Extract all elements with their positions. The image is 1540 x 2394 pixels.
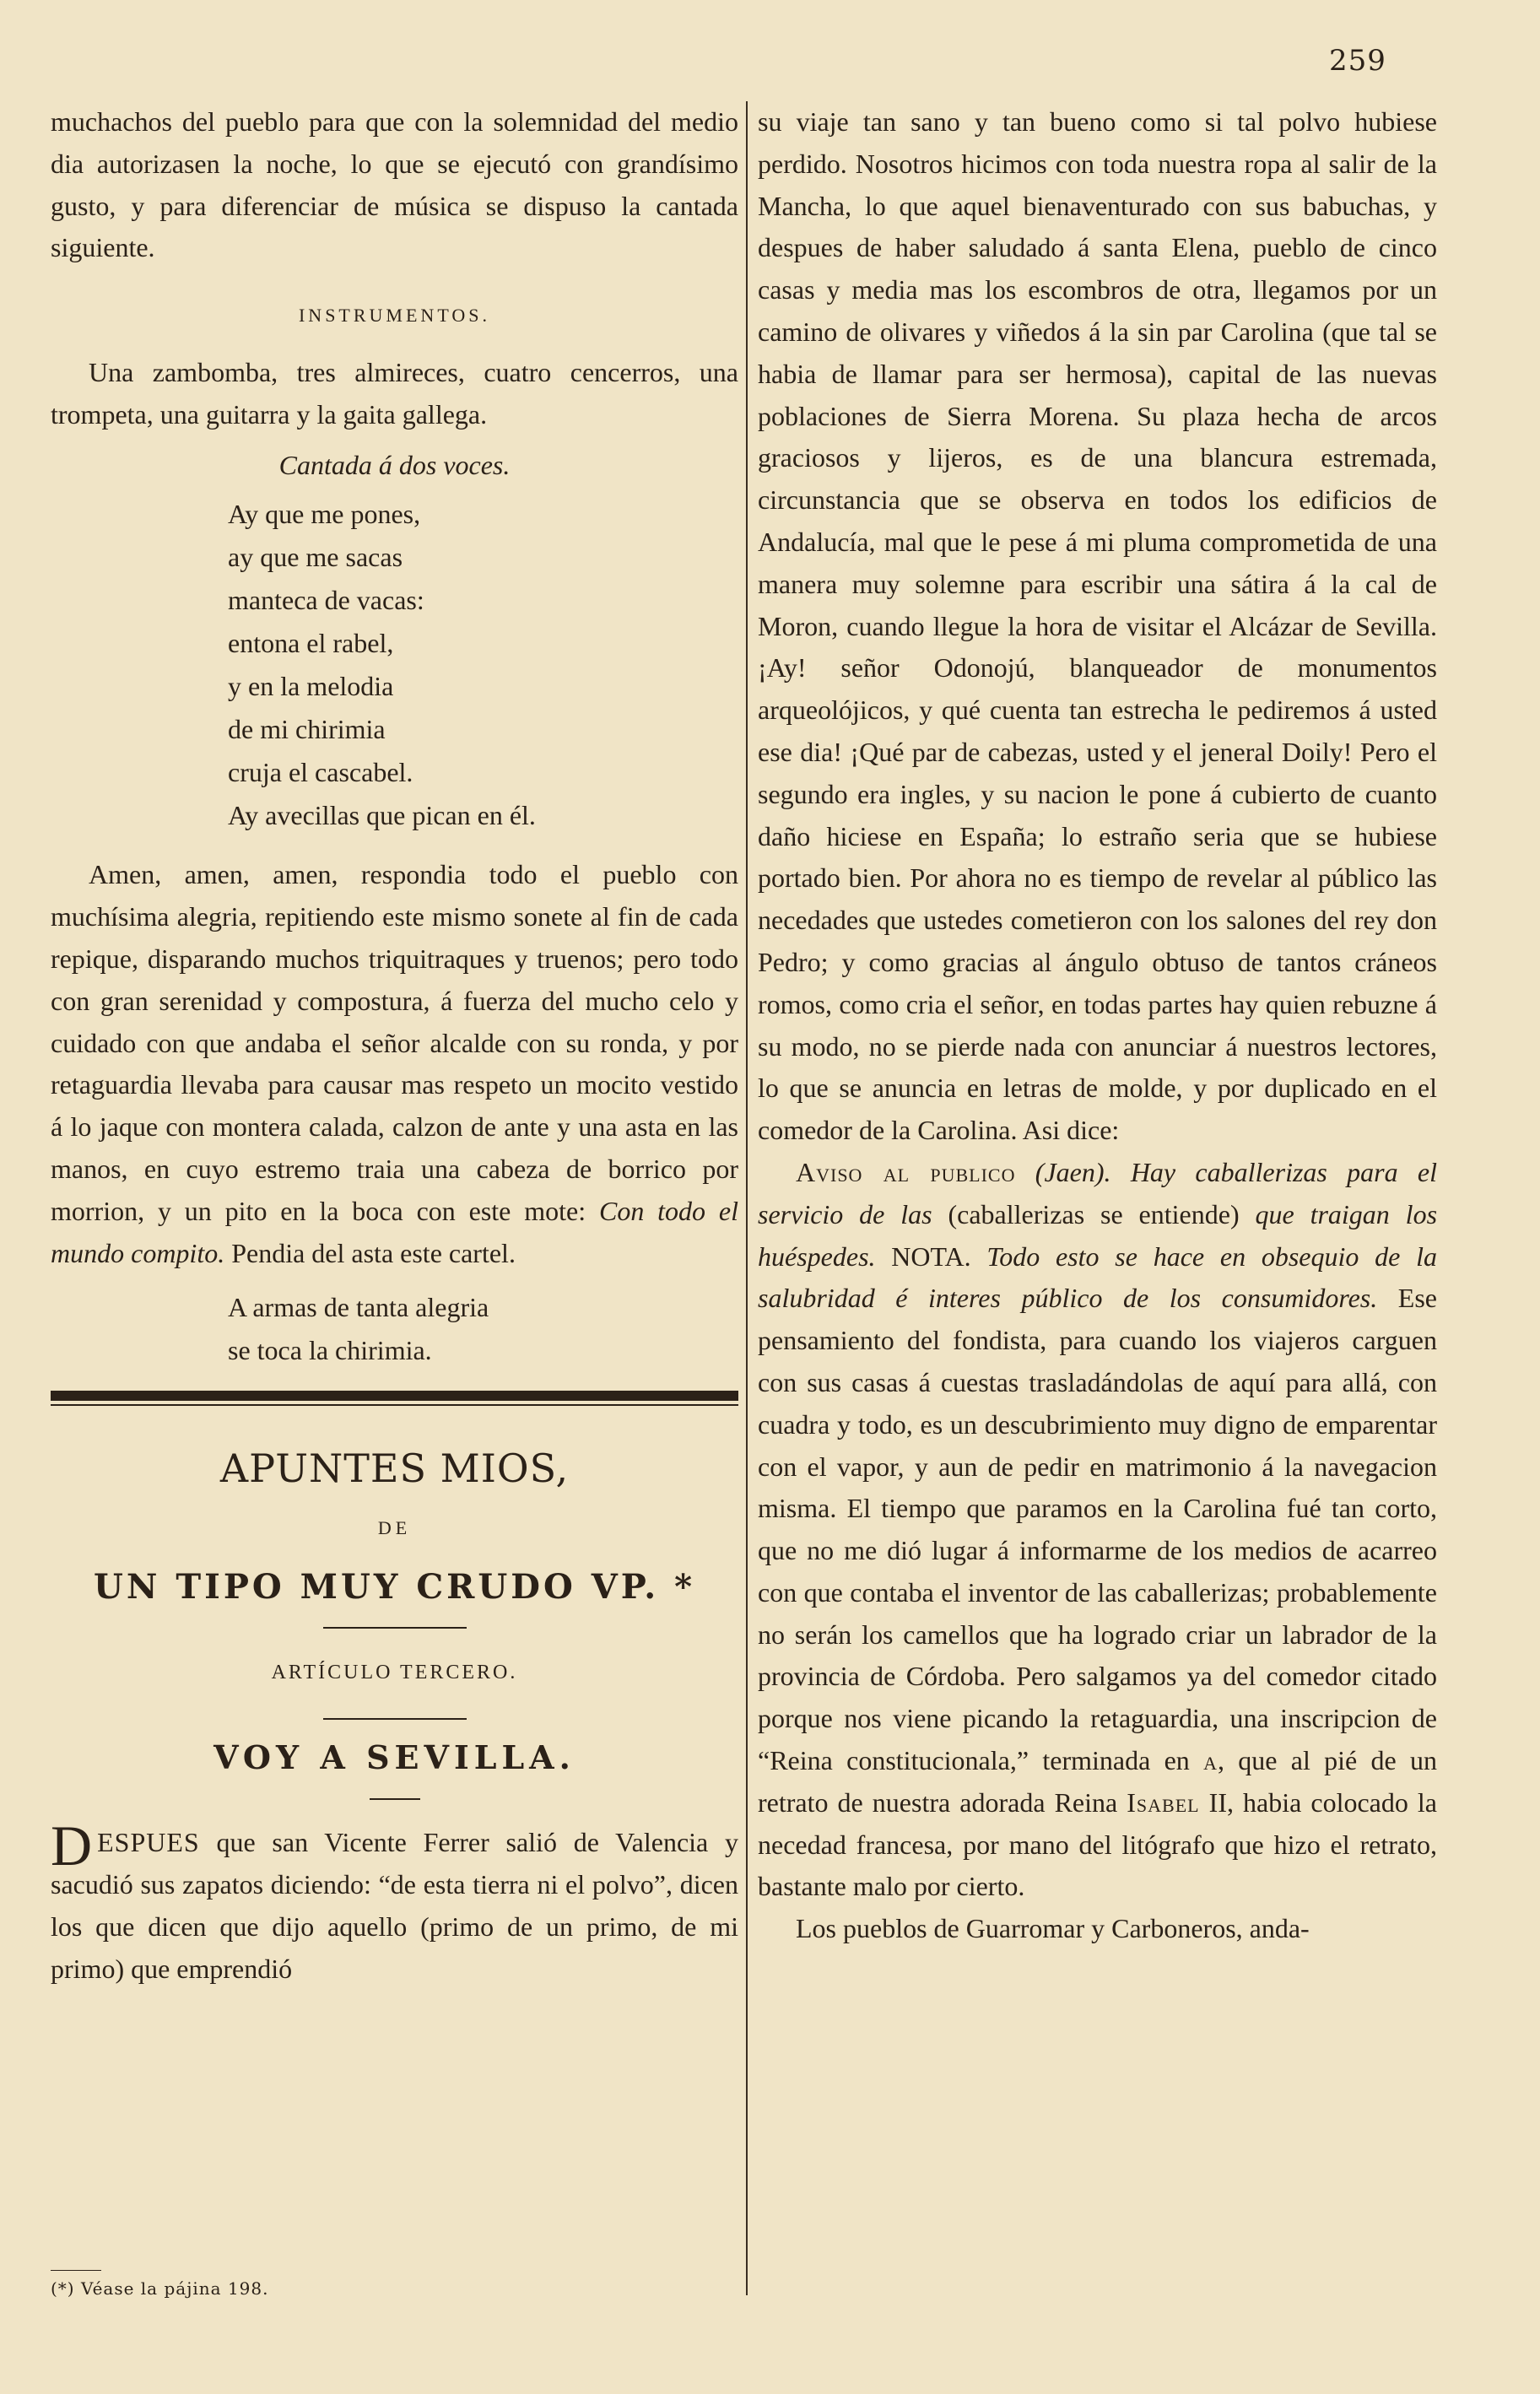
- paragraph: muchachos del pueblo para que con la solemnidad del medio dia autorizasen la noche, lo que se ejecutó con grandísimo gusto, y para diferenciar de música se dispuso la cantada siguiente.: [51, 106, 738, 263]
- article-number: ARTÍCULO TERCERO.: [271, 1661, 518, 1683]
- verse-line: y en la melodia: [228, 671, 394, 702]
- paragraph: Una zambomba, tres almireces, cuatro cencerros, una trompeta, una guitarra y la gaita gallega.: [51, 356, 738, 430]
- cantada-heading: Cantada á dos voces.: [278, 449, 511, 480]
- verse-line: cruja el cascabel.: [228, 757, 413, 788]
- divider: [323, 1627, 467, 1629]
- page-number: 259: [1329, 44, 1386, 78]
- instrumentos-heading: INSTRUMENTOS.: [298, 305, 490, 327]
- verse-line: se toca la chirimia.: [228, 1335, 432, 1366]
- notice-paragraph: Aviso al publico (Jaen). Hay caballerizas para el servicio de las (caballerizas se entiende) que traigan los huéspedes. NOTA. Todo esto se hace en obsequio de la salubridad é interes público de los consumidores. Ese pensamiento del fondista, para cuando los viajeros carguen con sus casas á cuestas trasladándolas de aquí para allá, con cuadra y todo, es un descubrimiento muy digno de emparentar con el vapor, y aun de pedir en matrimonio á la navegacion misma. El tiempo que paramos en la Carolina fué tan corto, que no me dió lugar á informarme de los medios de acarreo con que contaba el inventor de las caballerizas; probablemente no serán los camellos que ha logrado criar un labrador de la provincia de Córdoba. Pero salgamos ya del comedor citado porque nos viene picando la retaguardia, una inscripcion de “Reina constitucionala,” terminada en a, que al pié de un retrato de nuestra adorada Reina Isabel II, habia colocado la necedad francesa, por mano del litógrafo que hizo el retrato, bastante malo por cierto.: [758, 1156, 1438, 1902]
- verse-line: de mi chirimia: [228, 714, 386, 745]
- verse-line: manteca de vacas:: [228, 585, 424, 616]
- section-rule-thin: [51, 1404, 738, 1406]
- footnote: (*) Véase la pájina 198.: [51, 2278, 269, 2299]
- verse-line: ay que me sacas: [228, 542, 403, 573]
- section-rule: [51, 1391, 738, 1401]
- paragraph: Los pueblos de Guarromar y Carboneros, anda-: [796, 1913, 1310, 1944]
- article-title: APUNTES MIOS,: [219, 1446, 570, 1492]
- divider: [323, 1718, 467, 1720]
- drop-cap: D: [51, 1813, 93, 1878]
- paragraph: DESPUES que san Vicente Ferrer salió de Valencia y sacudió sus zapatos diciendo: “de esta tierra ni el polvo”, dicen los que dicen que dijo aquello (primo de un primo, de mi primo) que emprendió: [51, 1813, 738, 1984]
- right-column: [758, 101, 1437, 1950]
- verse-line: Ay avecillas que pican en él.: [228, 800, 536, 831]
- verse-line: A armas de tanta alegria: [228, 1292, 489, 1323]
- author-name: UN TIPO MUY CRUDO VP. *: [93, 1566, 695, 1607]
- paragraph: su viaje tan sano y tan bueno como si tal polvo hubiese perdido. Nosotros hicimos con toda nuestra ropa al salir de la Mancha, lo que aquel bienaventurado con sus babuchas, y despues de haber saludado á santa Elena, pueblo de cinco casas y media mas los escombros de otra, llegamos por un camino de olivares y viñedos á la sin par Carolina (que tal se habia de llamar para ser hermosa), capital de las nuevas poblaciones de Sierra Morena. Su plaza hecha de arcos graciosos y lijeros, es de una blancura estremada, circunstancia que se observa en todos los edificios de Andalucía, mal que le pese á mi pluma comprometida de una manera muy solemne para escribir una sátira á la cal de Moron, cuando llegue la hora de visitar el Alcázar de Sevilla. ¡Ay! señor Odonojú, blanqueador de monumentos arqueolójicos, y qué cuenta tan estrecha le pediremos á usted ese dia! ¡Qué par de cabezas, usted y el jeneral Doily! Pero el segundo era ingles, y su nacion le pone á cubierto de cuanto daño hiciese en España; lo estraño seria que se hubiese portado bien. Por ahora no es tiempo de revelar al público las necedades que ustedes cometieron con los salones del rey don Pedro; y como gracias al ángulo obtuso de tantos cráneos romos, como cria el señor, en todas partes hay quien rebuzne á su modo, no se pierde nada con anunciar á nuestros lectores, lo que se anuncia en letras de molde, y por duplicado en el comedor de la Carolina. Asi dice:: [758, 106, 1437, 1146]
- divider: [370, 1798, 420, 1800]
- footnote-rule: [51, 2270, 101, 2271]
- verse-block: [228, 493, 738, 837]
- article-subtitle: VOY A SEVILLA.: [213, 1737, 575, 1776]
- left-column: [51, 101, 738, 1991]
- paragraph: Amen, amen, amen, respondia todo el pueblo con muchísima alegria, repitiendo este mismo sonete al fin de cada repique, disparando muchos triquitraques y truenos; pero todo con gran serenidad y compostura, á fuerza del mucho celo y cuidado con que andaba el señor alcalde con su ronda, y por retaguardia llevaba para causar mas respeto un mocito vestido á lo jaque con montera calada, calzon de ante y una asta en las manos, en cuyo estremo traia una cabeza de borrico por morrion, y un pito en la boca con este mote: Con todo el mundo compito. Pendia del asta este cartel.: [51, 859, 739, 1268]
- verse-line: entona el rabel,: [228, 628, 394, 659]
- article-de: DE: [377, 1517, 412, 1539]
- column-divider: [746, 101, 748, 2295]
- verse-block: [228, 1286, 738, 1372]
- verse-line: Ay que me pones,: [228, 499, 421, 530]
